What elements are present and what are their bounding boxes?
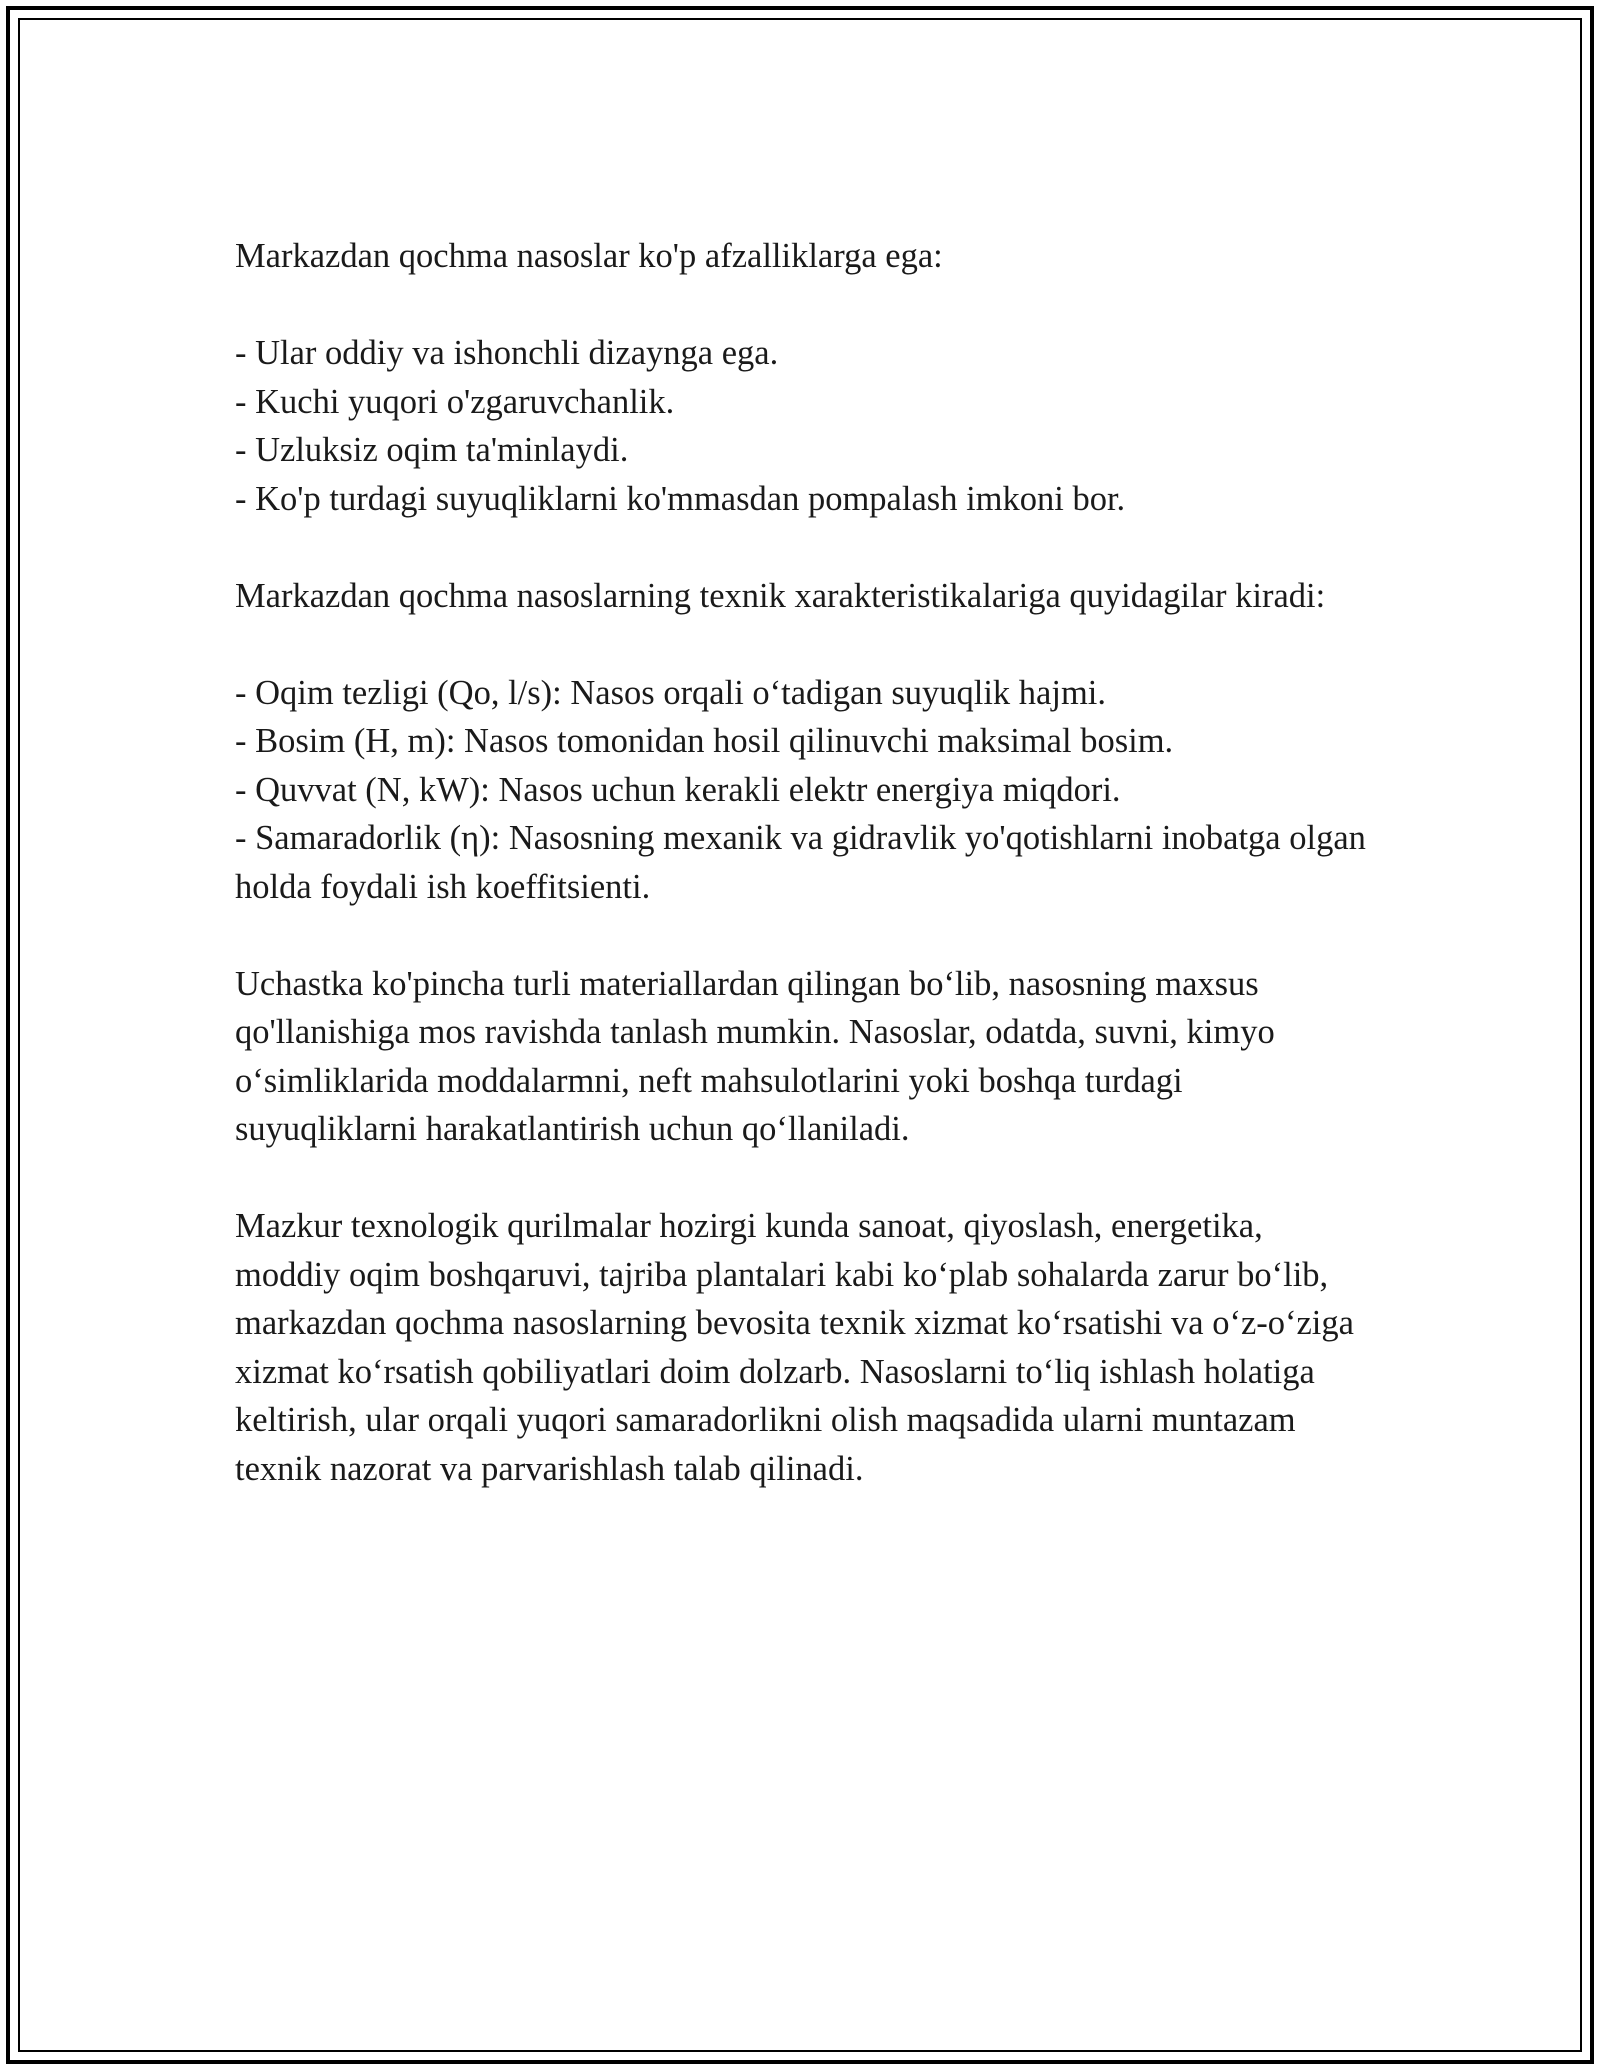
list-item: - Bosim (H, m): Nasos tomonidan hosil qilinuvchi maksimal bosim. [235,722,1174,760]
list-item: - Quvvat (N, kW): Nasos uchun kerakli elektr energiya miqdori. [235,770,1121,809]
intro-paragraph: Markazdan qochma nasoslar ko'p afzalliklarga ega: [235,237,943,275]
specs-intro-paragraph: Markazdan qochma nasoslarning texnik xarakteristikalariga quyidagilar kiradi: [235,576,1326,615]
list-item: - Uzluksiz oqim ta'minlaydi. [235,431,629,469]
materials-paragraph: Uchastka ko'pincha turli materiallardan qilingan bo‘lib, nasosning maxsus qo'llanishiga mos ravishda tanlash mumkin. Nasoslar, odatda, suvni, kimyo o‘simliklarida moddalarmni, neft mahsulotlarini yoki boshqa turdagi suyuqliklarni harakatlantirish uchun qo‘llaniladi. [235,964,1275,1148]
usage-paragraph: Mazkur texnologik qurilmalar hozirgi kunda sanoat, qiyoslash, energetika, moddiy oqim boshqaruvi, tajriba plantalari kabi ko‘plab sohalarda zarur bo‘lib, markazdan qochma nasoslarning bevosita texnik xizmat ko‘rsatishi va o‘z-o‘ziga xizmat ko‘rsatish qobiliyatlari doim dolzarb. Nasoslarni to‘liq ishlash holatiga keltirish, ular orqali yuqori samaradorlikni olish maqsadida ularni muntazam texnik nazorat va parvarishlash talab qilinadi. [235,1207,1354,1488]
advantages-list [235,329,1370,523]
list-item: - Ko'p turdagi suyuqliklarni ko'mmasdan pompalash imkoni bor. [235,479,1126,518]
list-item: - Ular oddiy va ishonchli dizaynga ega. [235,334,779,372]
document-body [235,232,1370,1542]
specs-list [235,669,1370,912]
list-item: - Oqim tezligi (Qo, l/s): Nasos orqali o‘tadigan suyuqlik hajmi. [235,673,1106,712]
list-item: - Kuchi yuqori o'zgaruvchanlik. [235,382,675,421]
list-item: - Samaradorlik (η): Nasosning mexanik va gidravlik yo'qotishlarni inobatga olgan holda foydali ish koeffitsienti. [235,819,1366,906]
